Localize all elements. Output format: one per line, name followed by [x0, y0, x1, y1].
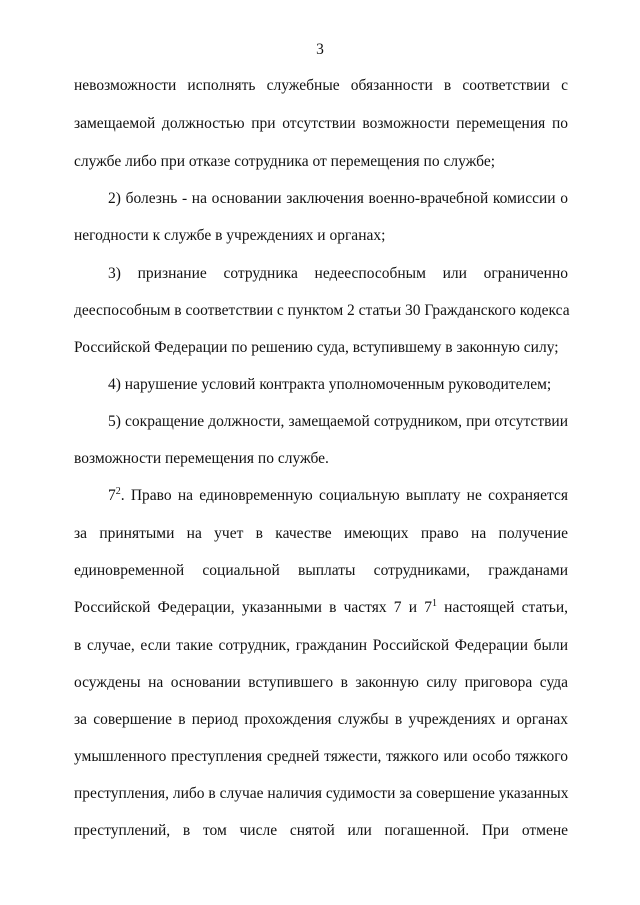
text-line: 4) нарушение условий контракта уполномоченным руководителем; [108, 376, 552, 393]
text-line: 3) признание сотрудника недееспособным или ограниченно [108, 265, 568, 282]
text-line: Российской Федерации по решению суда, вступившему в законную силу; [74, 339, 559, 356]
text-line: осуждены на основании вступившего в законную силу приговора суда [74, 674, 568, 691]
text-line: за совершение в период прохождения службы в учреждениях и органах [74, 711, 568, 728]
text-segment: Российской Федерации, указанными в частях 7 и 7 [74, 599, 432, 616]
text-line: 2) болезнь - на основании заключения военно-врачебной комиссии о [108, 190, 568, 207]
text-segment: . Право на единовременную социальную выплату не сохраняется [120, 487, 568, 504]
superscript: 1 [431, 598, 437, 609]
text-line: службе либо при отказе сотрудника от перемещения по службе; [74, 153, 496, 170]
text-line: невозможности исполнять служебные обязанности в соответствии с [74, 77, 568, 94]
text-line: единовременной социальной выплаты сотрудниками, гражданами [74, 562, 568, 579]
text-line: умышленного преступления средней тяжести, тяжкого или особо тяжкого [74, 748, 568, 765]
paragraph-heading-line [108, 486, 568, 506]
text-line: дееспособным в соответствии с пунктом 2 статьи 30 Гражданского кодекса [74, 302, 570, 319]
page-number: 3 [316, 41, 324, 58]
text-line-with-superscript [74, 598, 568, 618]
text-line: негодности к службе в учреждениях и органах; [74, 227, 386, 244]
text-line: преступления, либо в случае наличия судимости за совершение указанных [74, 785, 569, 802]
text-line: возможности перемещения по службе. [74, 450, 329, 467]
text-segment: настоящей статьи, [436, 599, 568, 616]
text-line: преступлений, в том числе снятой или погашенной. При отмене [74, 822, 568, 839]
superscript: 2 [115, 486, 121, 497]
paragraph-number: 7 [108, 487, 116, 504]
text-line: в случае, если такие сотрудник, гражданин Российской Федерации были [74, 637, 568, 654]
text-line: 5) сокращение должности, замещаемой сотрудником, при отсутствии [108, 413, 568, 430]
text-line: за принятыми на учет в качестве имеющих право на получение [74, 525, 568, 542]
text-line: замещаемой должностью при отсутствии возможности перемещения по [74, 115, 568, 132]
